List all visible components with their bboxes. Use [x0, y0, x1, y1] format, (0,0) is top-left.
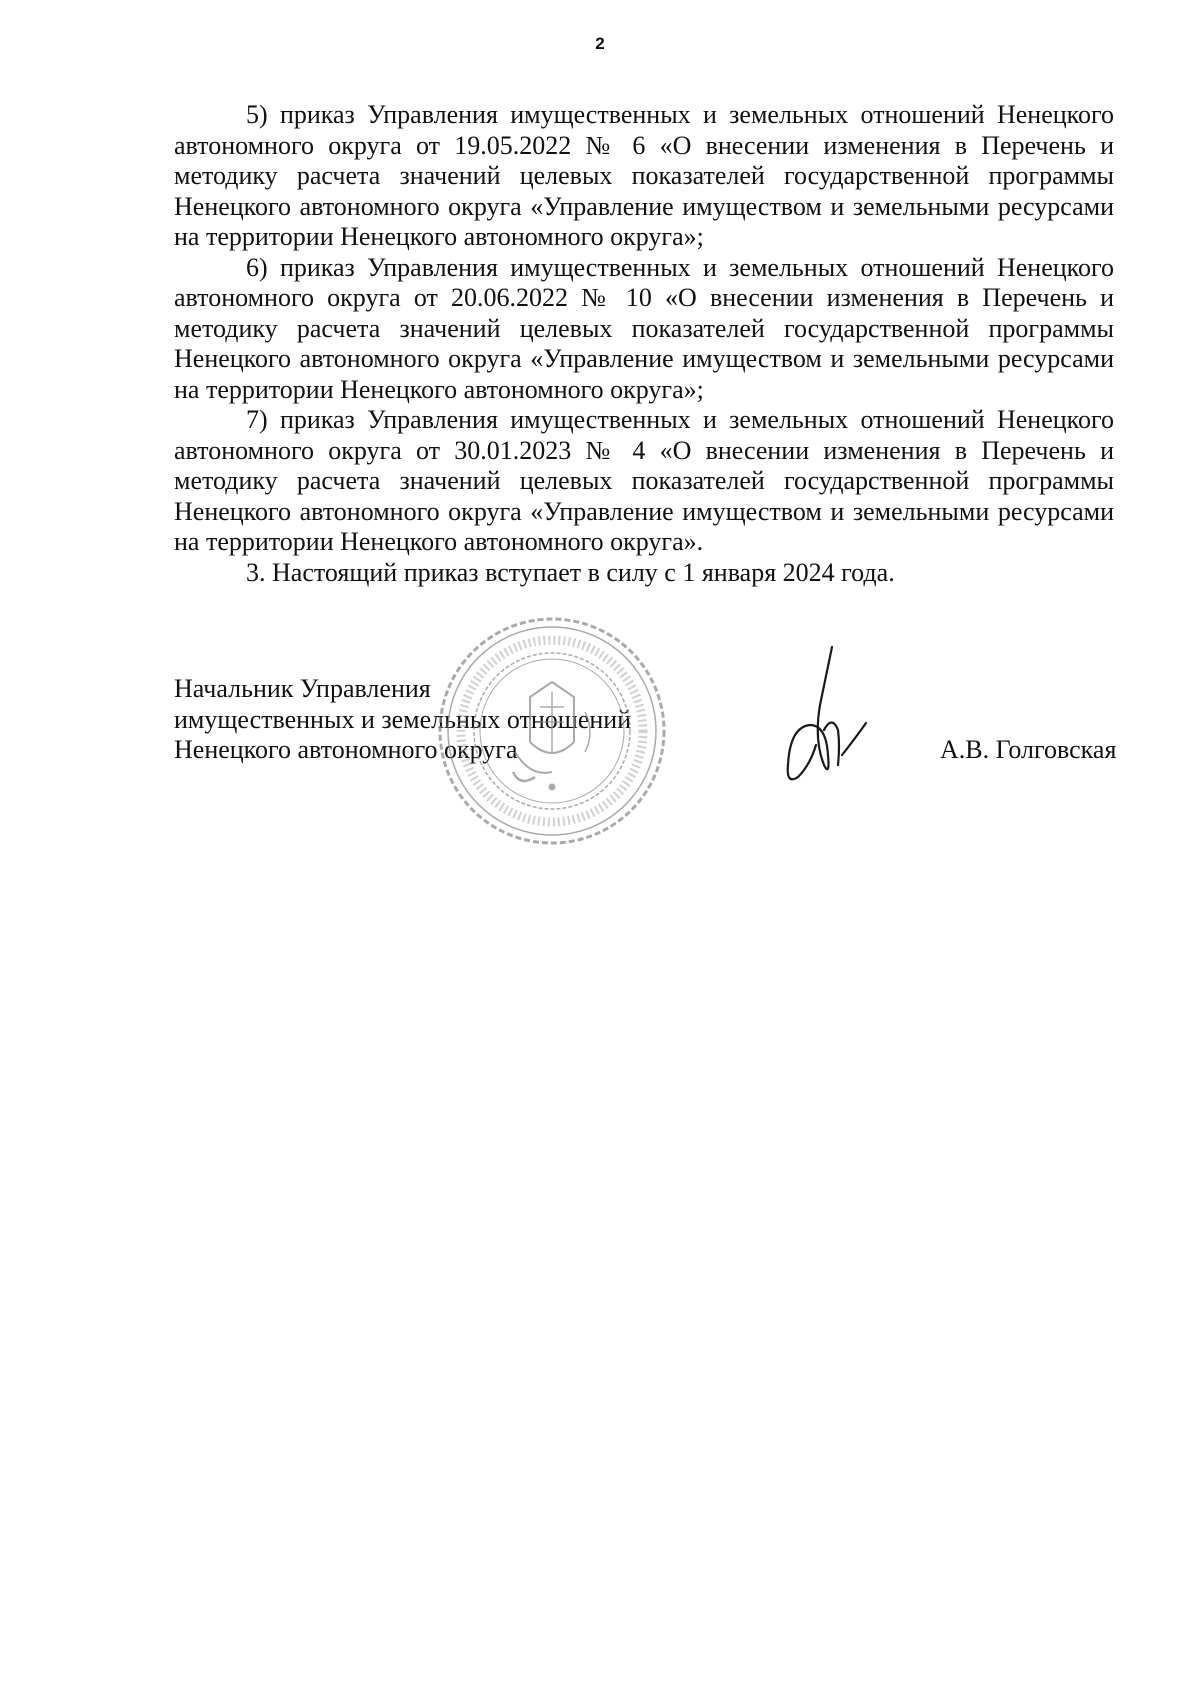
signatory-position-line-2: имущественных и земельных отношений: [174, 704, 632, 734]
document-body: [174, 100, 1114, 588]
paragraph-item-7: 7) приказ Управления имущественных и земельных отношений Ненецкого автономного округа от 30.01.2023 № 4 «О внесении изменения в Перечень и методику расчета значений целевых показателей государственной программы Ненецкого автономного округа «Управление имуществом и земельными ресурсами на территории Ненецкого автономного округа».: [174, 405, 1114, 556]
signatory-position-line-1: Начальник Управления: [174, 674, 431, 703]
page-number: 2: [595, 34, 605, 53]
paragraph-item-6: 6) приказ Управления имущественных и земельных отношений Ненецкого автономного округа от 20.06.2022 № 10 «О внесении изменения в Перечень и методику расчета значений целевых показателей государственной программы Ненецкого автономного округа «Управление имуществом и земельными ресурсами на территории Ненецкого автономного округа»;: [174, 252, 1114, 404]
paragraph-effective-date: 3. Настоящий приказ вступает в силу с 1 января 2024 года.: [246, 557, 895, 587]
handwritten-signature: [780, 645, 895, 795]
paragraph-item-5: 5) приказ Управления имущественных и земельных отношений Ненецкого автономного округа от 19.05.2022 № 6 «О внесении изменения в Перечень и методику расчета значений целевых показателей государственной программы Ненецкого автономного округа «Управление имуществом и земельными ресурсами на территории Ненецкого автономного округа»;: [174, 100, 1114, 251]
signatory-position-line-3: Ненецкого автономного округа: [174, 735, 518, 764]
signatory-name: А.В. Голговская: [940, 735, 1117, 764]
official-seal-stamp: [435, 612, 670, 850]
